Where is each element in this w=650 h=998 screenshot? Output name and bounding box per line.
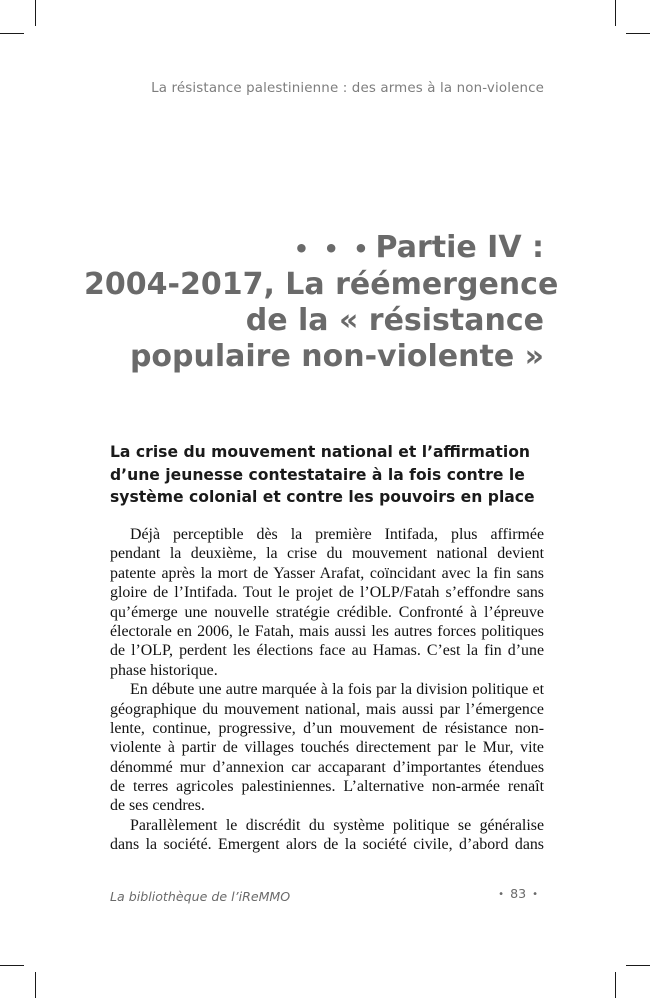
body-line: phase historique. bbox=[110, 661, 218, 679]
body-line: de ses cendres. bbox=[110, 797, 205, 815]
body-line: violente à partir de villages touchés directement par le Mur, vite bbox=[110, 739, 544, 757]
body-line: Déjà perceptible dès la première Intifada, plus affirmée bbox=[130, 526, 544, 543]
crop-mark bbox=[626, 965, 650, 966]
body-line: Parallèlement le discrédit du système politique se généralise bbox=[130, 816, 544, 834]
part-title-line-2: 2004-2017, La réémergence bbox=[84, 267, 559, 302]
page-number: 83 bbox=[510, 886, 527, 901]
body-line: de l’OLP, perdent les élections face au Hamas. C’est la fin d’une bbox=[110, 642, 544, 660]
body-line: pendant la deuxième, la crise du mouvement national devient bbox=[110, 545, 544, 563]
crop-mark bbox=[615, 0, 616, 26]
footer-library-name: La bibliothèque de l’iReMMO bbox=[110, 889, 291, 904]
body-text bbox=[110, 525, 544, 855]
body-line: électorale en 2006, le Fatah, mais aussi les autres forces politiques bbox=[110, 622, 544, 640]
bullet-icon: • bbox=[498, 889, 505, 900]
crop-mark bbox=[35, 0, 36, 26]
running-head: La résistance palestinienne : des armes à la non-violence bbox=[151, 81, 544, 96]
section-heading-line: La crise du mouvement national et l’affirmation bbox=[110, 443, 531, 461]
crop-mark bbox=[35, 972, 36, 998]
body-line: dénommé mur d’annexion car accaparant d’importantes étendues bbox=[110, 758, 544, 776]
bullet-icons: • • • bbox=[293, 235, 372, 263]
body-line: lente, continue, progressive, d’un mouvement de résistance non- bbox=[110, 719, 544, 737]
body-line: gloire de l’Intifada. Tout le projet de l’OLP/Fatah s’effondre sans bbox=[110, 584, 544, 602]
part-title-line-4: populaire non-violente » bbox=[129, 339, 544, 374]
bullet-icon: • bbox=[532, 889, 538, 900]
body-line: patente après la mort de Yasser Arafat, coïncidant avec la fin sans bbox=[110, 564, 544, 582]
crop-mark bbox=[615, 972, 616, 998]
body-line: qu’émerge une nouvelle stratégie crédible. Confronté à l’épreuve bbox=[110, 603, 544, 621]
body-line: En débute une autre marquée à la fois par la division politique et bbox=[130, 681, 544, 699]
crop-mark bbox=[0, 33, 24, 34]
section-heading bbox=[110, 441, 550, 509]
body-line: de terres agricoles palestiniennes. L’alternative non-armée renaît bbox=[110, 778, 544, 796]
page-number-block bbox=[492, 886, 544, 901]
part-title bbox=[84, 230, 559, 375]
part-title-line-1 bbox=[84, 230, 544, 267]
section-heading-line: système colonial et contre les pouvoirs en place bbox=[110, 488, 535, 506]
part-title-line-3: de la « résistance bbox=[245, 303, 544, 338]
body-line: dans la société. Emergent alors de la société civile, d’abord dans bbox=[110, 836, 544, 854]
body-line: géographique du mouvement national, mais aussi par l’émergence bbox=[110, 700, 544, 718]
section-heading-line: d’une jeunesse contestataire à la fois contre le bbox=[110, 465, 525, 484]
crop-mark bbox=[0, 965, 24, 966]
part-title-text-1: Partie IV : bbox=[375, 230, 544, 265]
crop-mark bbox=[626, 33, 650, 34]
